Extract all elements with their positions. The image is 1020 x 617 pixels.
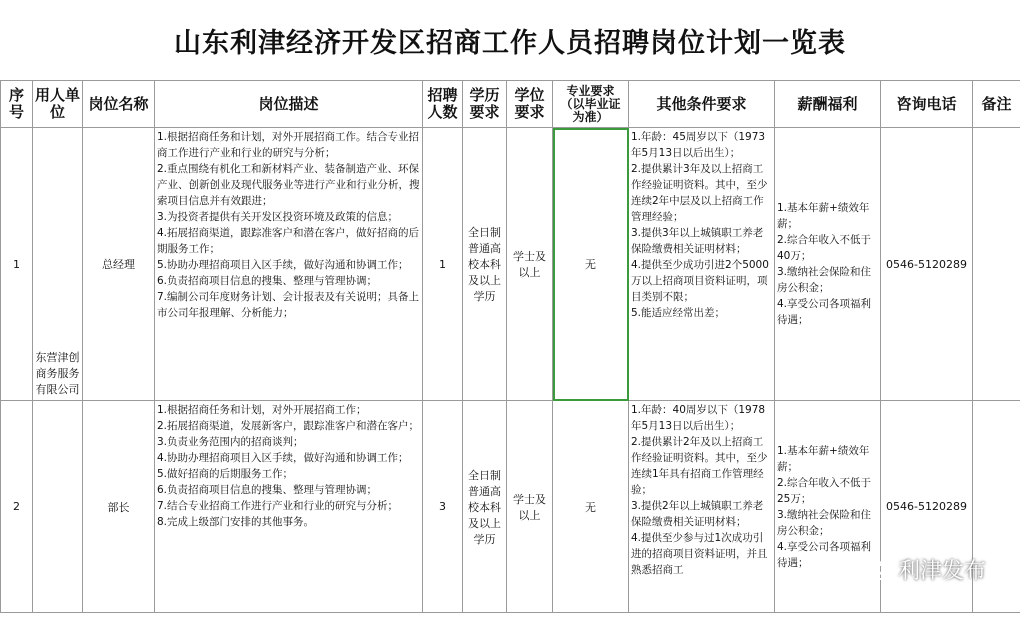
condition-line: 4.提供至少参与过1次成功引进的招商项目资料证明，并且熟悉招商工 (631, 532, 768, 576)
row-remark (973, 128, 1020, 401)
row-major: 无 (553, 401, 629, 613)
description-line: 4.拓展招商渠道，跟踪准客户和潜在客户，做好招商的后期服务工作； (157, 227, 420, 255)
salary-line: 4.享受公司各项福利待遇； (777, 540, 872, 569)
recruitment-table (0, 80, 1020, 613)
row-description (155, 401, 423, 613)
description-line: 2.拓展招商渠道，发展新客户，跟踪准客户和潜在客户； (157, 420, 420, 432)
description-line: 3.负责业务范围内的招商谈判； (157, 436, 304, 448)
salary-line: 3.缴纳社会保险和住房公积金； (777, 508, 872, 537)
salary-line: 4.享受公司各项福利待遇； (777, 298, 872, 326)
watermark-text: 利津发布 (897, 559, 986, 584)
header-remark: 备注 (973, 81, 1020, 128)
row-position: 总经理 (83, 128, 155, 401)
header-salary: 薪酬福利 (775, 81, 881, 128)
condition-line: 1.年龄：45周岁以下（1973年5月13日以后出生）； (631, 131, 766, 159)
watermark (862, 554, 986, 585)
description-line: 4.协助办理招商项目入区手续，做好沟通和协调工作； (157, 452, 409, 464)
row-seq: 1 (1, 128, 33, 401)
condition-line: 3.提供3年以上城镇职工养老保险缴费相关证明材料； (631, 227, 764, 255)
row-unit-empty (33, 401, 83, 613)
header-position: 岗位名称 (83, 81, 155, 128)
description-line: 8.完成上级部门安排的其他事务。 (157, 516, 315, 528)
page-title: 山东利津经济开发区招商工作人员招聘岗位计划一览表 (174, 27, 846, 59)
row-major[interactable]: 无 (553, 128, 629, 401)
description-line: 1.根据招商任务和计划，对外开展招商工作； (157, 404, 367, 416)
description-line: 7.编制公司年度财务计划、会计报表及有关说明；具备上市公司年报理解、分析能力； (157, 291, 420, 319)
header-education: 学历要求 (463, 81, 507, 128)
header-seq: 序号 (1, 81, 33, 128)
salary-line: 3.缴纳社会保险和住房公积金； (777, 266, 872, 294)
header-description: 岗位描述 (155, 81, 423, 128)
description-line: 1.根据招商任务和计划，对外开展招商工作。结合专业招商工作进行产业和行业的研究与分析； (157, 131, 420, 159)
header-phone: 咨询电话 (881, 81, 973, 128)
condition-line: 2.提供累计2年及以上招商工作经验证明资料。其中，至少连续1年具有招商工作管理经验； (631, 436, 768, 496)
row-position: 部长 (83, 401, 155, 613)
row-degree: 学士及以上 (507, 128, 553, 401)
description-line: 6.负责招商项目信息的搜集、整理与管理协调； (157, 275, 378, 287)
salary-line: 1.基本年薪+绩效年薪； (777, 202, 870, 230)
row-other (629, 128, 775, 401)
header-other: 其他条件要求 (629, 81, 775, 128)
row-degree: 学士及以上 (507, 401, 553, 613)
row-unit: 东营津创商务服务有限公司 (33, 128, 83, 401)
header-major: 专业要求（以毕业证为准） (553, 81, 629, 128)
table-row (1, 128, 1020, 401)
row-seq: 2 (1, 401, 33, 613)
condition-line: 5.能适应经常出差； (631, 307, 726, 319)
condition-line: 3.提供2年以上城镇职工养老保险缴费相关证明材料； (631, 500, 764, 528)
header-unit: 用人单位 (33, 81, 83, 128)
description-line: 5.协助办理招商项目入区手续，做好沟通和协调工作； (157, 259, 409, 271)
row-description (155, 128, 423, 401)
header-count: 招聘人数 (423, 81, 463, 128)
row-phone: 0546-5120289 (881, 401, 973, 613)
description-line: 3.为投资者提供有关开发区投资环境及政策的信息； (157, 211, 399, 223)
header-degree: 学位要求 (507, 81, 553, 128)
salary-line: 2.综合年收入不低于40万； (777, 234, 872, 262)
row-education: 全日制普通高校本科及以上学历 (463, 128, 507, 401)
row-education: 全日制普通高校本科及以上学历 (463, 401, 507, 613)
row-phone: 0546-5120289 (881, 128, 973, 401)
wechat-icon (862, 558, 892, 582)
condition-line: 2.提供累计3年及以上招商工作经验证明资料。其中，至少连续2年中层及以上招商工作管理经验； (631, 163, 768, 223)
row-count: 1 (423, 128, 463, 401)
row-salary (775, 128, 881, 401)
condition-line: 1.年龄：40周岁以下（1978年5月13日以后出生）； (631, 404, 766, 432)
salary-line: 2.综合年收入不低于25万； (777, 476, 872, 505)
description-line: 6.负责招商项目信息的搜集、整理与管理协调； (157, 484, 378, 496)
description-line: 7.结合专业招商工作进行产业和行业的研究与分析； (157, 500, 399, 512)
salary-line: 1.基本年薪+绩效年薪； (777, 444, 870, 473)
description-line: 2.重点围绕有机化工和新材料产业、装备制造产业、环保产业、创新创业及现代服务业等进行产业和行业分析，搜索项目信息并有效跟进； (157, 163, 420, 207)
description-line: 5.做好招商的后期服务工作； (157, 468, 294, 480)
row-other (629, 401, 775, 613)
condition-line: 4.提供至少成功引进2个5000万以上招商项目资料证明，项目类别不限； (631, 259, 769, 303)
row-count: 3 (423, 401, 463, 613)
table-header-row (1, 81, 1020, 128)
